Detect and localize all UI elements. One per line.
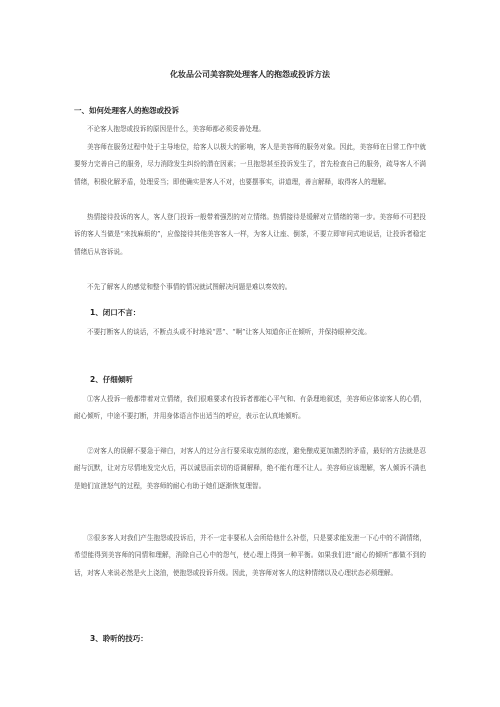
paragraph-3: 热情接待投诉的客人，客人登门投诉一般带着强烈的对立情绪。热情接待是缓解对立情绪的第一步。美容师不可把投诉的客人当做是“来找麻烦的”，应像接待其他美容客人一样，为客人让座、倒茶，不要立即审问式地说话，让投诉者稳定情绪后从容诉说。	[74, 213, 426, 256]
paragraph-2: 美容师在服务过程中处于主导地位，给客人以极大的影响，客人是美容师的服务对象。因此，美容师在日常工作中就要努力完善自己的服务，尽力消除发生纠纷的潜在因素；一旦抱怨甚至投诉发生了，首先检查自己的服务，疏导客人不满情绪，积极化解矛盾，处理妥当；即使确实是客人不对，也要摆事实，讲道理，善言解释，取得客人的理解。	[74, 143, 426, 186]
sub2-paragraph-2: ②对客人的误解不要急于辩白，对客人的过分言行要采取克制的态度，避免酿成更加激烈的矛盾，最好的方法就是忍耐与沉默，让对方尽情地发完火后，再以诚恳而亲切的语调解释，绝不能有理不让人。美容师应该理解，客人倾诉不满也是她们宣泄怒气的过程，美容师的耐心有助于她们逐渐恢复理智。	[74, 447, 426, 490]
sub-heading-2: 2、仔细倾听	[90, 375, 133, 384]
sub2-paragraph-3: ③很多客人对我们产生抱怨或投诉后，并不一定非要私人会所给他什么补偿，只是要求能发泄一下心中的不满情绪，希望能得到美容师的同情和理解，消除自己心中的怨气，使心理上得到一种平衡。如果我们进“耐心的倾听”都做不到的话，对客人来说必然是火上浇油，使抱怨或投诉升级。因此，美容师对客人的这种情绪以及心理状态必须理解。	[74, 534, 426, 577]
sub2-paragraph-1: ①客人投诉一般都带着对立情绪，我们很难要求有投诉者都能心平气和、有条理地叙述，美容师应体谅客人的心情，耐心倾听，中途不要打断，并用身体语言作出适当的呼应，表示在认真地倾听。	[74, 395, 426, 421]
section-heading-1: 一、如何处理客人的抱怨或投诉	[74, 106, 179, 115]
sub1-paragraph: 不要打断客人的谈话，不断点头或不时地说“恩”、“啊”让客人知道你正在倾听，并保持眼神交流。	[87, 328, 371, 336]
document-title: 化妆品公司美容院处理客人的抱怨或投诉方法	[170, 70, 330, 79]
paragraph-4: 不先了解客人的感觉和整个事情的情况就试图解决问题是难以奏效的。	[87, 283, 292, 291]
sub-heading-3: 3、聆听的技巧：	[90, 634, 148, 643]
sub-heading-1: 1、闭口不言：	[90, 308, 141, 317]
paragraph-1: 不论客人抱怨或投诉的原因是什么，美容师都必须妥善处理。	[87, 125, 266, 133]
